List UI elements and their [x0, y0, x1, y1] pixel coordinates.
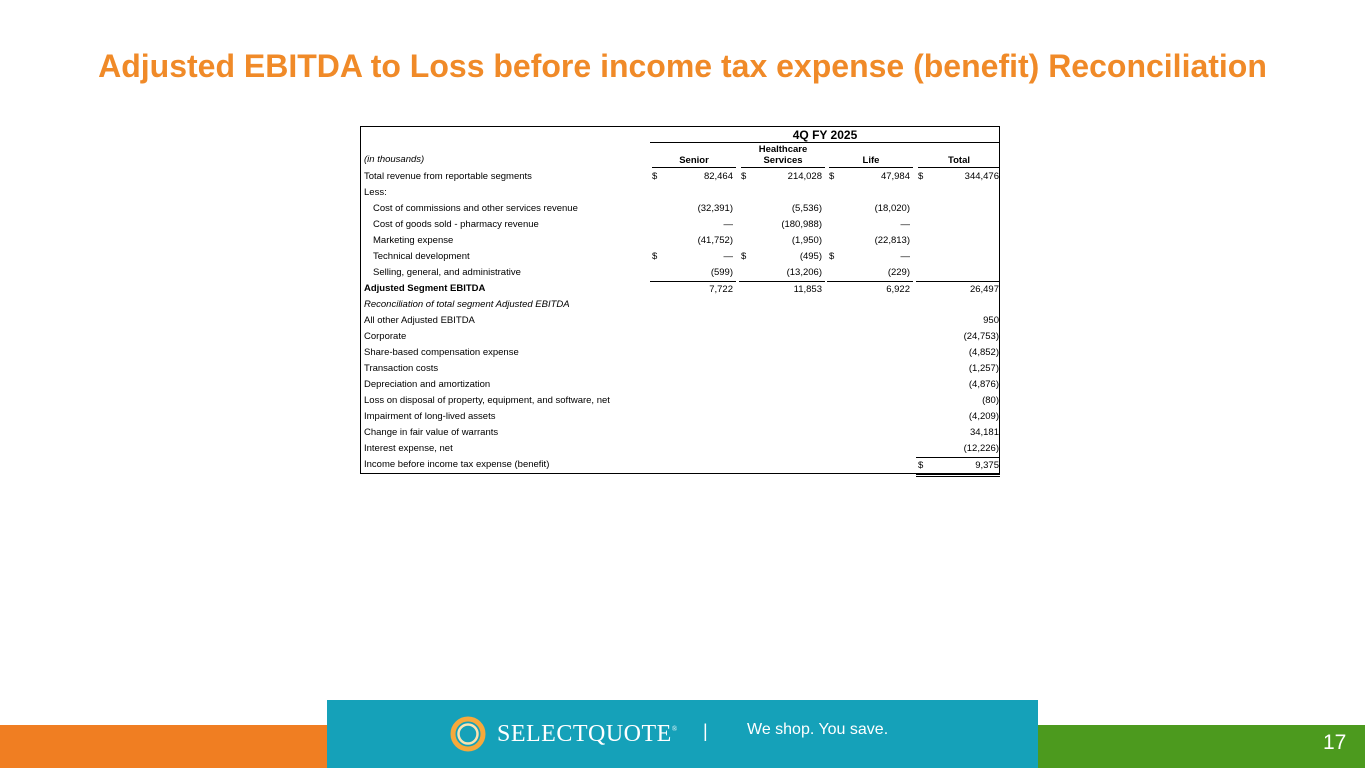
row-label: Marketing expense [373, 235, 454, 246]
row-label: Loss on disposal of property, equipment, and software, net [364, 395, 610, 406]
table-row [361, 217, 999, 233]
table-row [361, 345, 999, 361]
footer-tagline: We shop. You save. [747, 721, 889, 738]
row-label: Total revenue from reportable segments [364, 171, 532, 182]
reconciliation-table [360, 126, 1000, 474]
table-row [361, 361, 999, 377]
column-header-healthcare: Healthcare Services [741, 144, 825, 168]
cell-healthcare: (5,536) [791, 203, 822, 214]
column-header-total: Total [918, 144, 1000, 168]
table-row [361, 313, 999, 329]
row-label: Income before income tax expense (benefit) [364, 459, 550, 470]
cell-total: (12,226) [963, 443, 999, 454]
cell-senior: (32,391) [697, 203, 733, 214]
cell-life: — [900, 251, 910, 262]
cell-life: — [900, 219, 910, 230]
row-label: Share-based compensation expense [364, 347, 519, 358]
table-row: Income before income tax expense (benefit) $ 9,375 [361, 457, 999, 473]
table-row: Total revenue from reportable segments $ 82,464 $ 214,028 $ 47,984 $ 344,476 [361, 169, 999, 185]
column-header-senior: Senior [652, 144, 736, 168]
table-row [361, 281, 999, 297]
cell-senior: (41,752) [697, 235, 733, 246]
row-label: Change in fair value of warrants [364, 427, 499, 438]
cell-total: (80) [982, 395, 999, 406]
cell-healthcare: (13,206) [786, 267, 822, 278]
cell-senior: 82,464 [703, 171, 733, 182]
table-row [361, 297, 999, 313]
page-number: 17 [1323, 731, 1347, 754]
table-row [361, 201, 999, 217]
brand-wordmark: SELECTQUOTE® [497, 721, 678, 747]
footer-orange-bar [0, 725, 327, 768]
table-row [361, 233, 999, 249]
row-label: Adjusted Segment EBITDA [364, 283, 486, 294]
cell-healthcare: (1,950) [791, 235, 822, 246]
row-label: Selling, general, and administrative [373, 267, 521, 278]
table-row [361, 393, 999, 409]
period-header-row [361, 127, 999, 143]
footer-teal-band [327, 700, 1038, 768]
page-title: Adjusted EBITDA to Loss before income tax expense (benefit) Reconciliation [98, 48, 1267, 84]
cell-total: (24,753) [963, 331, 999, 342]
cell-senior: — [723, 251, 733, 262]
row-label: Cost of commissions and other services revenue [373, 203, 578, 214]
cell-healthcare: (180,988) [781, 219, 822, 230]
table-row [361, 185, 999, 201]
table-row [361, 425, 999, 441]
cell-healthcare: 11,853 [793, 284, 822, 295]
column-header-life: Life [829, 144, 913, 168]
row-label: Impairment of long-lived assets [364, 411, 496, 422]
cell-total: (4,876) [968, 379, 999, 390]
cell-total: 344,476 [964, 171, 999, 182]
row-label: Corporate [364, 331, 407, 342]
cell-healthcare: (495) [799, 251, 822, 262]
table-row [361, 329, 999, 345]
row-label: Depreciation and amortization [364, 379, 491, 390]
table-row [361, 409, 999, 425]
footer-green-bar [1038, 725, 1365, 768]
row-label: Reconciliation of total segment Adjusted EBITDA [364, 299, 570, 310]
row-label: Less: [364, 187, 387, 198]
cell-total: (4,209) [968, 411, 999, 422]
cell-senior: — [723, 219, 733, 230]
row-label: Transaction costs [364, 363, 439, 374]
ring-logo-icon [450, 716, 486, 752]
table-row: Technical development $ — $ (495) $ — [361, 249, 999, 265]
cell-total: 9,375 [975, 460, 999, 471]
table-row [361, 377, 999, 393]
row-label: Interest expense, net [364, 443, 453, 454]
cell-total: (1,257) [968, 363, 999, 374]
cell-total: 950 [983, 315, 999, 326]
cell-life: (229) [887, 267, 910, 278]
cell-senior: (599) [710, 267, 733, 278]
footer-separator: | [703, 721, 708, 741]
cell-total: 26,497 [969, 284, 999, 295]
cell-senior: 7,722 [709, 284, 733, 295]
cell-total: (4,852) [968, 347, 999, 358]
cell-healthcare: 214,028 [787, 171, 822, 182]
cell-total: 34,181 [969, 427, 999, 438]
row-label: Cost of goods sold - pharmacy revenue [373, 219, 539, 230]
table-row [361, 265, 999, 281]
cell-life: (18,020) [874, 203, 910, 214]
cell-life: 6,922 [886, 284, 910, 295]
table-row [361, 441, 999, 457]
cell-life: (22,813) [874, 235, 910, 246]
row-label: All other Adjusted EBITDA [364, 315, 475, 326]
period-header: 4Q FY 2025 [650, 127, 1000, 143]
column-header-row [361, 143, 999, 169]
row-label: Technical development [373, 251, 470, 262]
cell-life: 47,984 [880, 171, 910, 182]
units-label: (in thousands) [364, 154, 425, 165]
